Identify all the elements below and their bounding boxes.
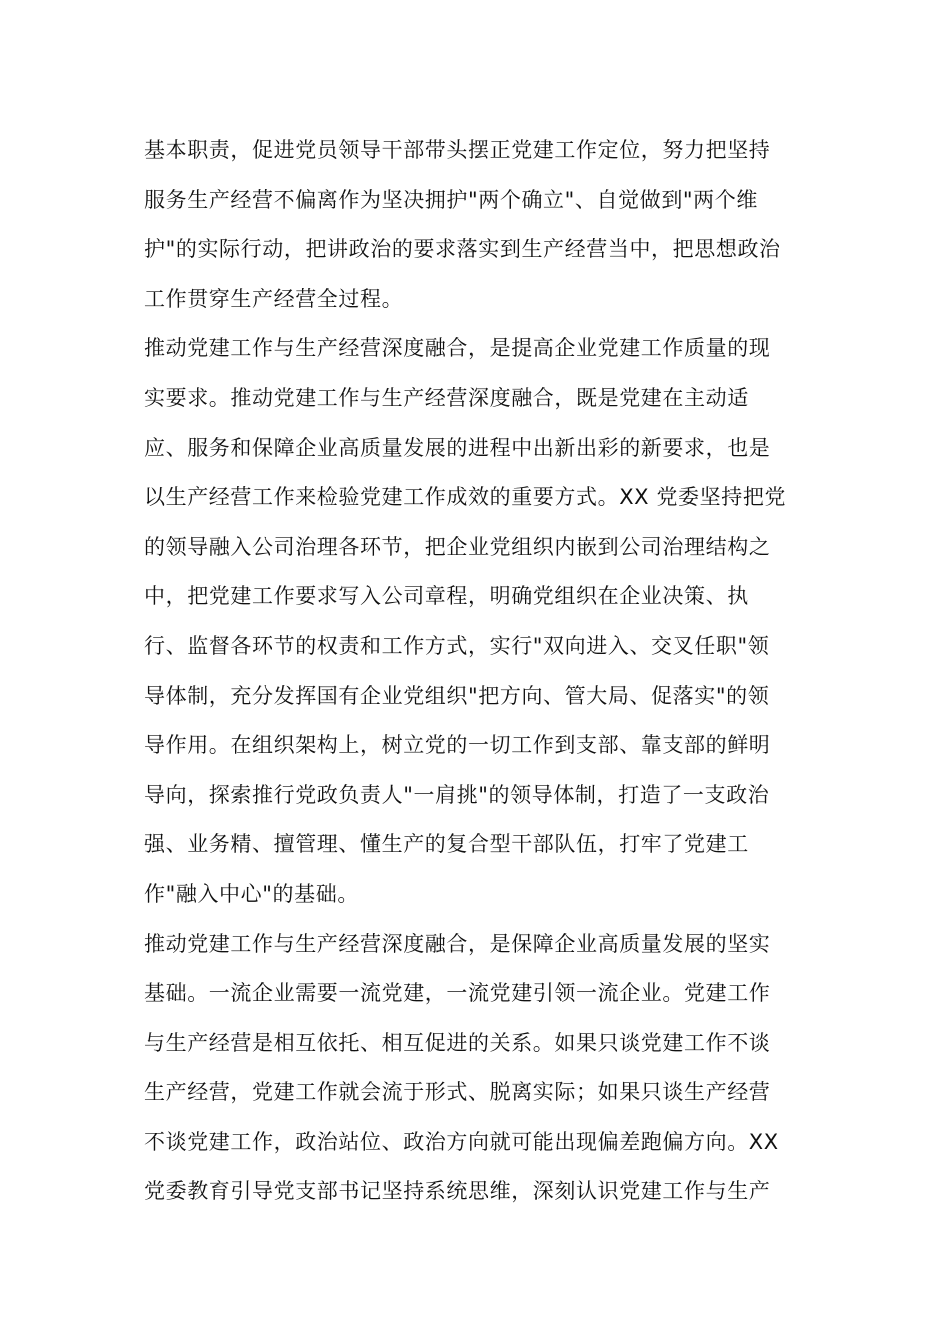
text-line: 强、业务精、擅管理、懂生产的复合型干部队伍，打牢了党建工: [144, 832, 749, 857]
text-line: 中，把党建工作要求写入公司章程，明确党组织在企业决策、执: [144, 584, 749, 609]
text-line: 基本职责，促进党员领导干部带头摆正党建工作定位，努力把坚持: [144, 138, 771, 162]
text-line: 作"融入中心"的基础。: [144, 881, 359, 906]
text-line: 应、服务和保障企业高质量发展的进程中出新出彩的新要求，也是: [144, 435, 771, 460]
text-line: 护"的实际行动，把讲政治的要求落实到生产经营当中，把思想政治: [144, 237, 781, 262]
text-line: 实要求。推动党建工作与生产经营深度融合，既是党建在主动适: [144, 385, 749, 410]
text-line: 与生产经营是相互依托、相互促进的关系。如果只谈党建工作不谈: [144, 1030, 771, 1055]
text-line: 生产经营，党建工作就会流于形式、脱离实际；如果只谈生产经营: [144, 1080, 771, 1105]
text-line: 党委教育引导党支部书记坚持系统思维，深刻认识党建工作与生产: [144, 1179, 771, 1204]
text-line: 的领导融入公司治理各环节，把企业党组织内嵌到公司治理结构之: [144, 534, 771, 559]
text-line: 推动党建工作与生产经营深度融合，是保障企业高质量发展的坚实: [144, 931, 771, 956]
text-line: 导作用。在组织架构上，树立党的一切工作到支部、靠支部的鲜明: [144, 733, 771, 758]
text-line: 以生产经营工作来检验党建工作成效的重要方式。XX 党委坚持把党: [144, 485, 787, 510]
text-line: 导向，探索推行党政负责人"一肩挑"的领导体制，打造了一支政治: [144, 782, 770, 807]
text-line: 推动党建工作与生产经营深度融合，是提高企业党建工作质量的现: [144, 336, 771, 361]
text-line: 服务生产经营不偏离作为坚决拥护"两个确立"、自觉做到"两个维: [144, 187, 758, 212]
text-line: 基础。一流企业需要一流党建，一流党建引领一流企业。党建工作: [144, 981, 771, 1006]
text-line: 不谈党建工作，政治站位、政治方向就可能出现偏差跑偏方向。XX: [144, 1129, 779, 1154]
text-line: 工作贯穿生产经营全过程。: [144, 286, 404, 311]
document-body-text: [144, 126, 809, 1217]
text-line: 行、监督各环节的权责和工作方式，实行"双向进入、交叉任职"领: [144, 633, 770, 658]
text-line: 导体制，充分发挥国有企业党组织"把方向、管大局、促落实"的领: [144, 683, 770, 708]
